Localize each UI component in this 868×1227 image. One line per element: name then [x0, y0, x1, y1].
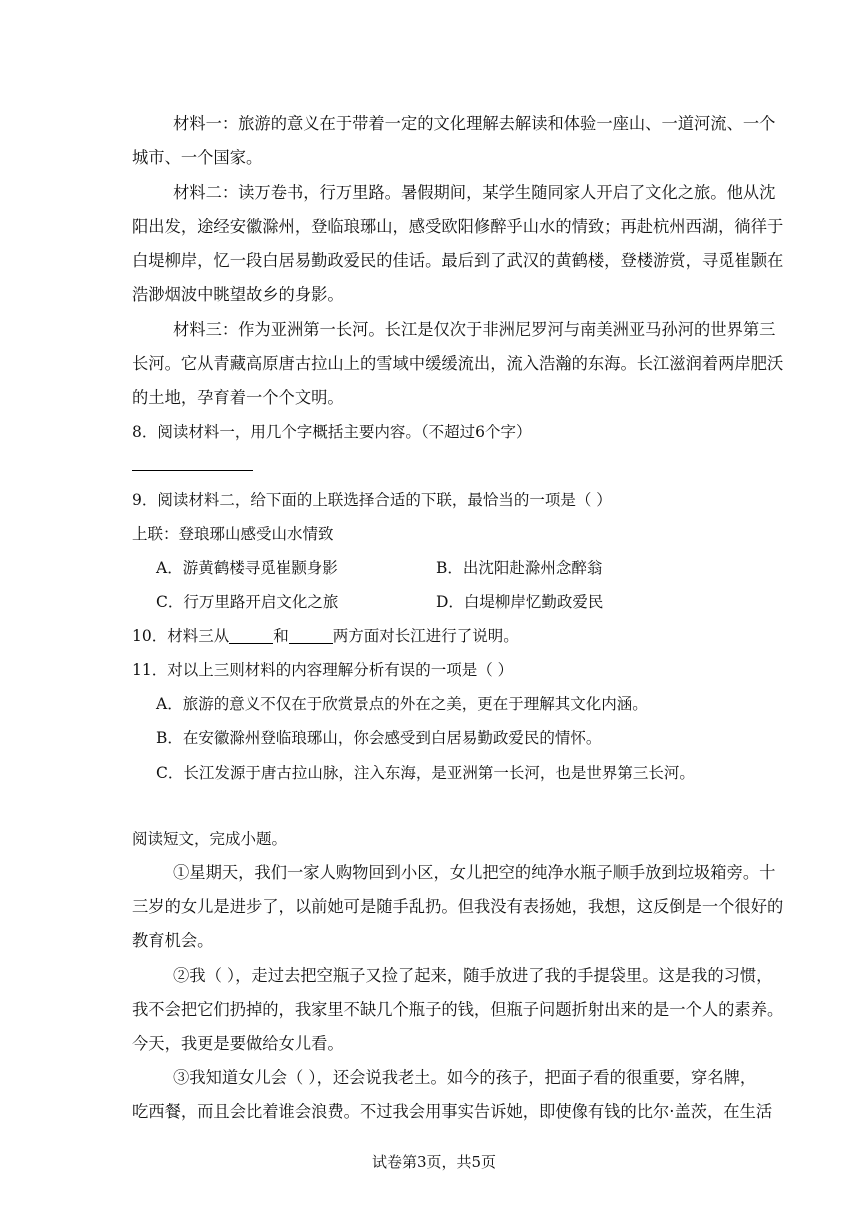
material-3-line-2: 长河。它从青藏高原唐古拉山上的雪域中缓缓流出，流入浩瀚的东海。长江滋润着两岸肥沃: [132, 354, 784, 373]
question-9-option-b[interactable]: B．出沈阳赴滁州念醉翁: [436, 559, 603, 577]
material-3-line-1: 材料三：作为亚洲第一长河。长江是仅次于非洲尼罗河与南美洲亚马孙河的世界第三: [173, 320, 776, 339]
passage-p3-line-2: 吃西餐，而且会比着谁会浪费。不过我会用事实告诉她，即使像有钱的比尔·盖茨，在生活: [132, 1102, 773, 1121]
question-10-blank-2[interactable]: [289, 627, 333, 644]
material-2-line-1: 材料二：读万卷书，行万里路。暑假期间，某学生随同家人开启了文化之旅。他从沈: [173, 183, 776, 202]
question-11-option-c[interactable]: C．长江发源于唐古拉山脉，注入东海，是亚洲第一长河，也是世界第三长河。: [156, 764, 695, 782]
question-10-part-3: 两方面对长江进行了说明。: [332, 627, 519, 645]
material-1-line-2: 城市、一个国家。: [132, 148, 263, 167]
passage-p1-line-1: ①星期天，我们一家人购物回到小区，女儿把空的纯净水瓶子顺手放到垃圾箱旁。十: [173, 863, 776, 882]
passage-p2-line-3: 今天，我更是要做给女儿看。: [132, 1034, 344, 1053]
passage-p3-line-1: ③我知道女儿会（ ），还会说我老土。如今的孩子，把面子看的很重要，穿名牌，: [173, 1068, 757, 1087]
question-9-option-d[interactable]: D．白堤柳岸忆勤政爱民: [436, 593, 604, 611]
question-8: 8．阅读材料一，用几个字概括主要内容。（不超过6个字）: [132, 423, 532, 441]
question-8-answer-line[interactable]: [132, 470, 253, 471]
question-11-option-b[interactable]: B．在安徽滁州登临琅琊山，你会感受到白居易勤政爱民的情怀。: [156, 729, 602, 747]
question-11: 11．对以上三则材料的内容理解分析有误的一项是（ ）: [132, 661, 514, 679]
material-2-line-4: 浩渺烟波中眺望故乡的身影。: [132, 285, 344, 304]
passage-p1-line-3: 教育机会。: [132, 931, 214, 950]
question-9-option-c[interactable]: C．行万里路开启文化之旅: [156, 593, 339, 611]
material-2-line-2: 阳出发，途经安徽滁州，登临琅琊山，感受欧阳修醉乎山水的情致；再赴杭州西湖，徜徉于: [132, 217, 784, 236]
question-9: 9．阅读材料二，给下面的上联选择合适的下联，最恰当的一项是（ ）: [132, 491, 612, 509]
material-3-line-3: 的土地，孕育着一个个文明。: [132, 388, 344, 407]
passage-p2-line-1: ②我（ ），走过去把空瓶子又捡了起来，随手放进了我的手提袋里。这是我的习惯，: [173, 966, 773, 985]
passage-intro: 阅读短文，完成小题。: [132, 830, 288, 848]
question-9-option-a[interactable]: A．游黄鹤楼寻觅崔颢身影: [156, 559, 338, 577]
passage-p1-line-2: 三岁的女儿是进步了，以前她可是随手乱扔。但我没有表扬她，我想，这反倒是一个很好的: [132, 897, 784, 916]
material-1-line-1: 材料一：旅游的意义在于带着一定的文化理解去解读和体验一座山、一道河流、一个: [173, 114, 776, 133]
passage-p2-line-2: 我不会把它们扔掉的，我家里不缺几个瓶子的钱，但瓶子问题折射出来的是一个人的素养。: [132, 1000, 784, 1019]
question-9-couplet: 上联：登琅琊山感受山水情致: [132, 525, 334, 543]
page-footer: 试卷第3页，共5页: [371, 1153, 497, 1171]
question-10-part-1: 10．材料三从: [132, 627, 230, 645]
question-10-blank-1[interactable]: [229, 627, 273, 644]
material-2-line-3: 白堤柳岸，忆一段白居易勤政爱民的佳话。最后到了武汉的黄鹤楼，登楼游赏，寻觅崔颢在: [132, 251, 784, 270]
question-10: [132, 626, 519, 646]
question-11-option-a[interactable]: A．旅游的意义不仅在于欣赏景点的外在之美，更在于理解其文化内涵。: [156, 695, 648, 713]
question-10-part-2: 和: [273, 627, 289, 645]
